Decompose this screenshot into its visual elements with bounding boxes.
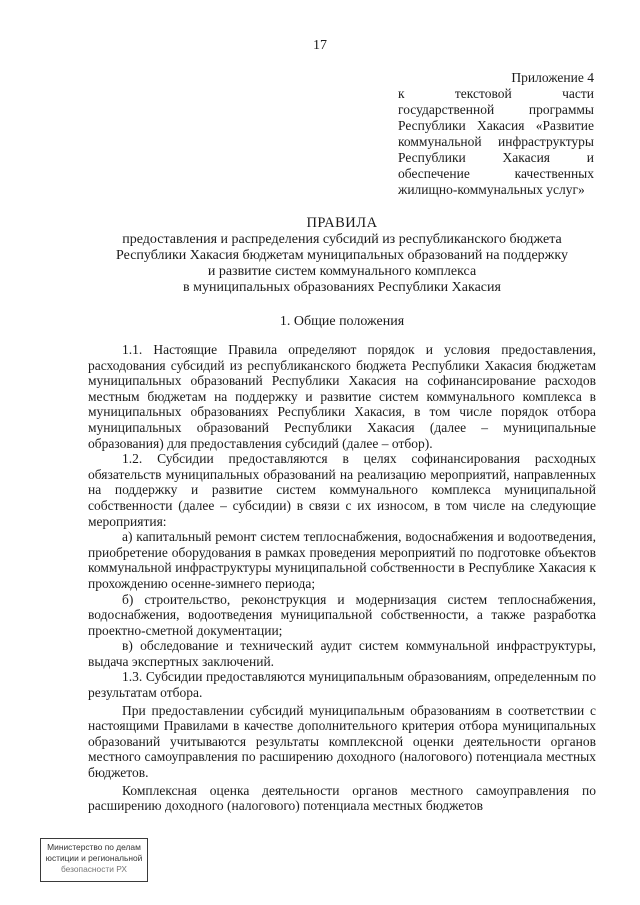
document-subtitle-line-3: и развитие систем коммунального комплекса	[207, 264, 477, 279]
ministry-stamp	[40, 838, 148, 882]
paragraph-1-3: 1.3. Субсидии предоставляются муниципальным образованиям, определенным по результатам отбора.	[88, 669, 596, 701]
document-subtitle-line-4: в муниципальных образованиях Республики Хакасия	[183, 280, 501, 295]
page-number: 17	[313, 38, 327, 53]
paragraph-1-2: 1.2. Субсидии предоставляются в целях софинансирования расходных обязательств муниципальных образований на реализацию мероприятий, направленных на поддержку и развитие систем коммунального комплекса муниципальной собственности (далее – субсидии) в связи с их износом, в том числе на следующие мероприятия:	[88, 451, 596, 529]
appendix-body: к текстовой части государственной программы Республики Хакасия «Развитие коммунальной инфраструктуры Республики Хакасия и обеспечение качественных жилищно-коммунальных услуг»	[398, 86, 594, 197]
stamp-line-1: Министерство по делам	[47, 842, 141, 852]
body-text	[88, 342, 596, 814]
stamp-line-3: безопасности РХ	[60, 864, 128, 874]
paragraph-item-b: б) строительство, реконструкция и модернизация систем теплоснабжения, водоснабжения, водоотведения муниципальной собственности, а также разработка проектно-сметной документации;	[88, 591, 596, 638]
paragraph-complex-assessment: Комплексная оценка деятельности органов местного самоуправления по расширению доходного (налогового) потенциала местных бюджетов	[88, 782, 596, 814]
document-subtitle-line-2: Республики Хакасия бюджетам муниципальных образований на поддержку	[116, 248, 568, 263]
stamp-line-2: юстиции и региональной	[45, 853, 143, 863]
section-heading: 1. Общие положения	[279, 314, 405, 329]
paragraph-1-1: 1.1. Настоящие Правила определяют порядок и условия предоставления, расходования субсидий из республиканского бюджета Республики Хакасия бюджетам муниципальных образований Республики Хакасия на софинансирование расходов местным бюджетам на поддержку и развитие систем коммунального комплекса в муниципальных образованиях Республики Хакасия, в том числе порядок отбора муниципальных образований Республики Хакасия (далее – муниципальные образования) для предоставления субсидий (далее – отбор).	[88, 342, 596, 451]
appendix-title: Приложение 4	[511, 70, 594, 85]
document-title-block	[88, 214, 596, 296]
document-subtitle-line-1: предоставления и распределения субсидий из республиканского бюджета	[122, 232, 562, 247]
paragraph-item-v: в) обследование и технический аудит систем коммунальной инфраструктуры, выдача экспертных заключений.	[88, 638, 596, 669]
document-title: ПРАВИЛА	[306, 215, 378, 231]
paragraph-additional-criterion: При предоставлении субсидий муниципальным образованиям в соответствии с настоящими Правилами в качестве дополнительного критерия отбора муниципальных образований учитываются результаты комплексной оценки деятельности органов местного самоуправления по расширению доходного (налогового) потенциала местных бюджетов.	[88, 702, 596, 781]
appendix-block	[398, 70, 594, 198]
paragraph-item-a: а) капитальный ремонт систем теплоснабжения, водоснабжения и водоотведения, приобретение оборудования в рамках проведения мероприятий по подготовке объектов коммунальной инфраструктуры муниципальной собственности в Республике Хакасия к прохождению осенне-зимнего периода;	[88, 529, 596, 591]
